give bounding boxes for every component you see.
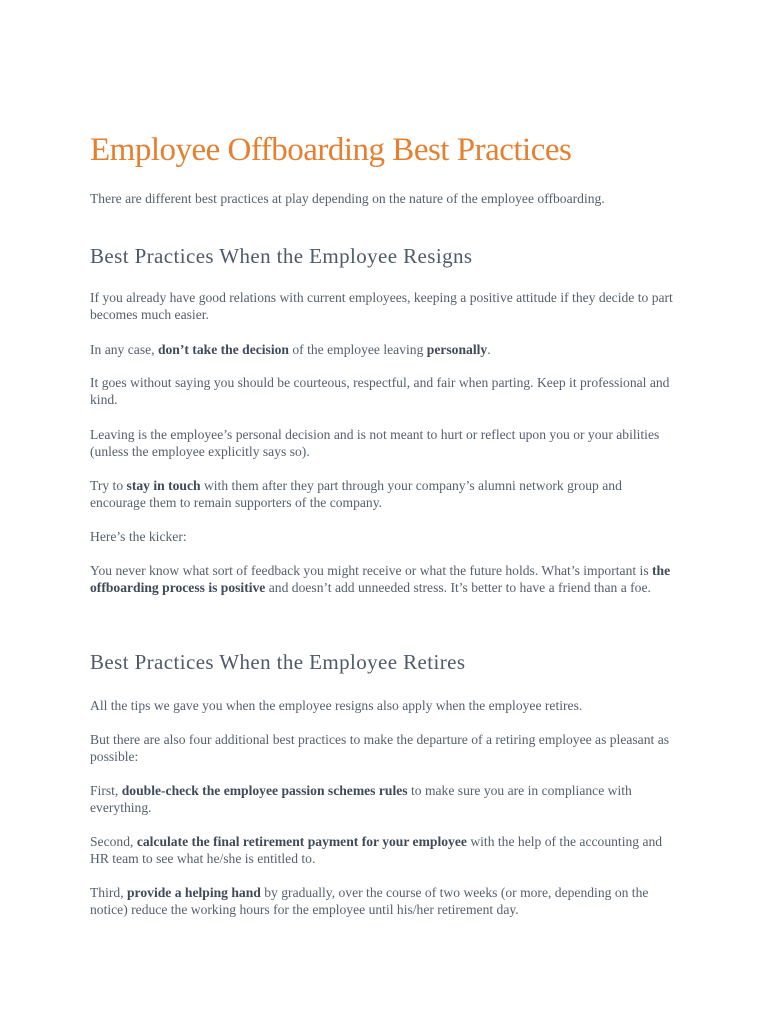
resign-paragraph-3: It goes without saying you should be courteous, respectful, and fair when parting. Keep it professional and kind. — [90, 375, 670, 407]
emphasis-text: calculate the final retirement payment for your employee — [136, 834, 467, 849]
emphasis-text: provide a helping hand — [127, 885, 261, 900]
retire-paragraph-1: All the tips we gave you when the employee resigns also apply when the employee retires. — [90, 698, 583, 713]
emphasis-text: stay in touch — [126, 478, 201, 493]
section-heading-resigns: Best Practices When the Employee Resigns — [90, 244, 473, 268]
page-title: Employee Offboarding Best Practices — [90, 132, 572, 168]
emphasis-text: personally — [426, 342, 488, 357]
section-heading-retires: Best Practices When the Employee Retires — [90, 650, 466, 674]
resign-paragraph-1: If you already have good relations with current employees, keeping a positive attitude if they decide to part becomes much easier. — [90, 290, 673, 322]
resign-paragraph-4: Leaving is the employee’s personal decision and is not meant to hurt or reflect upon you or your abilities (unless the employee explicitly says so). — [90, 427, 660, 459]
emphasis-text: don’t take the decision — [157, 342, 289, 357]
retire-paragraph-2: But there are also four additional best practices to make the departure of a retiring employee as pleasant as possible: — [90, 732, 670, 764]
retire-paragraph-4: Second, calculate the final retirement payment for your employee with the help of the accounting and HR team to see what he/she is entitled to. — [90, 834, 663, 866]
intro-paragraph: There are different best practices at play depending on the nature of the employee offboarding. — [90, 191, 605, 206]
resign-paragraph-6: Here’s the kicker: — [90, 529, 187, 544]
retire-paragraph-3: First, double-check the employee passion schemes rules to make sure you are in compliance with everything. — [90, 783, 632, 815]
resign-paragraph-5: Try to stay in touch with them after they part through your company’s alumni network group and encourage them to remain supporters of the company. — [90, 478, 622, 510]
resign-paragraph-7: You never know what sort of feedback you might receive or what the future holds. What’s important is the offboarding process is positive and doesn’t add unneeded stress. It’s better to have a friend than a foe. — [90, 563, 671, 595]
emphasis-text: the offboarding process is positive — [90, 563, 671, 595]
retire-paragraph-5: Third, provide a helping hand by gradually, over the course of two weeks (or more, depending on the notice) reduce the working hours for the employee until his/her retirement day. — [90, 885, 649, 917]
resign-paragraph-2: In any case, don’t take the decision of the employee leaving personally. — [90, 342, 491, 357]
emphasis-text: double-check the employee passion schemes rules — [121, 783, 408, 798]
